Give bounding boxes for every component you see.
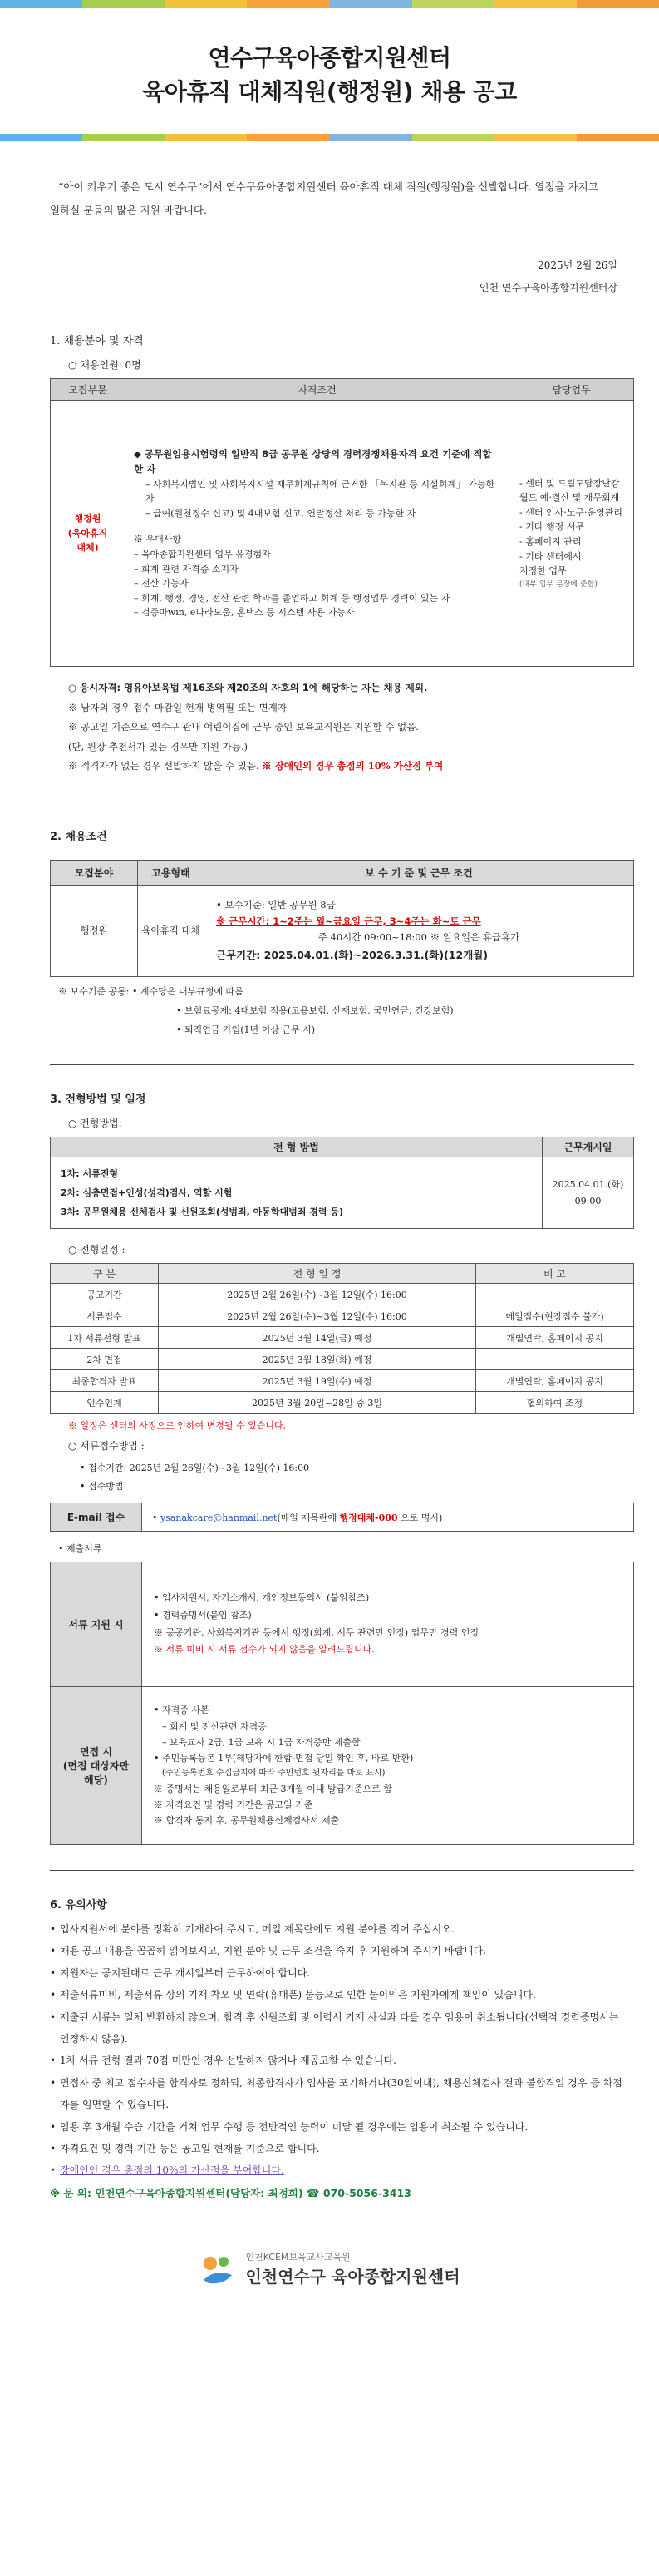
email-table (50, 1503, 634, 1532)
caution-item: • 제출된 서류는 일체 반환하지 않으며, 합격 후 신원조회 및 이력서 기재 사실과 다를 경우 임용이 취소됩니다(선택적 경력증명서는 인정하지 않음). (50, 2006, 626, 2050)
note-line: ※ 적격자가 없는 경우 선발하지 않을 수 있음. (68, 760, 259, 772)
schedule-table (50, 1263, 634, 1414)
extra-line: • 퇴직연금 가입(1년 이상 근무 시) (176, 1024, 316, 1035)
doc-item: • 주민등록등본 1부(해당자에 한함-면접 당일 확인 후, 바로 반환) (154, 1753, 414, 1764)
method-table (50, 1137, 634, 1229)
work-period-line: 근무기간: 2025.04.01.(화)~2026.3.31.(화)(12개월) (216, 948, 489, 961)
conditions-table (50, 860, 634, 977)
doc-item: • 자격증 사본 (154, 1705, 209, 1716)
field-cell: 행정원 (51, 885, 138, 976)
preference-item: – 전산 가능자 (134, 578, 189, 590)
duty-note: (내부 업무 분장에 준함) (519, 580, 598, 589)
note-line: (단, 원장 추천서가 있는 경우만 지원 가능.) (68, 740, 248, 753)
title-line-1: 연수구육아종합지원센터 (208, 44, 451, 72)
logo-mark-icon (199, 2250, 237, 2288)
apply-item: • 접수방법 (80, 1481, 124, 1493)
preference-item: – 회계, 행정, 경영, 전산 관련 학과를 졸업하고 회계 등 행정업무 경력이 있는 자 (134, 592, 450, 604)
docs-label: • 제출서류 (58, 1543, 102, 1555)
field-line: 행정원 (74, 513, 101, 525)
work-hours-line: ※ 근무시간: 1~2주는 월~금요일 근무, 3~4주는 화~토 근무 (216, 915, 481, 927)
table-header: 담당업무 (509, 378, 634, 400)
section-conditions (0, 827, 659, 1039)
caution-text: 지원자는 공지된대로 근무 개시일부터 근무하여야 합니다. (60, 1967, 311, 1979)
table-row (51, 1392, 634, 1414)
table-header: 보 수 기 준 및 근무 조건 (204, 860, 634, 885)
section-title: 2. 채용조건 (50, 830, 107, 843)
qualification-cell (125, 400, 509, 666)
caution-item: • 입사지원서에 분야를 정확히 기재하여 주시고, 메일 제목란에도 지원 분야를 적어 주십시오. (50, 1918, 626, 1940)
table-row (51, 1349, 634, 1370)
doc-item: • 입사지원서, 자기소개서, 개인정보동의서 (붙임참조) (154, 1591, 370, 1603)
doc-item: ※ 증명서는 채용일로부터 최근 3개월 이내 발급기준으로 함 (154, 1783, 392, 1794)
date-block (0, 221, 659, 299)
qualification-heading: ◆ 공무원임용시험령의 일반직 8급 공무원 상당의 경력경쟁채용자격 요건 기준에 적합한 자 (134, 447, 492, 476)
table-header: 자격조건 (125, 378, 509, 400)
conditions-extras (58, 982, 634, 1039)
conditions-cell (204, 885, 634, 976)
method-step: 2차: 심층면접+인성(성격)검사, 역할 시험 (61, 1187, 233, 1199)
divider (50, 1064, 634, 1065)
footer (0, 2250, 659, 2291)
table-header: 구 분 (51, 1264, 159, 1284)
field-cell (51, 400, 125, 666)
schedule-cell: 공고기간 (51, 1284, 159, 1305)
table-row (51, 1370, 634, 1392)
section-title: 3. 전형방법 및 일정 (50, 1093, 146, 1107)
email-cell: • ysanakcare@hanmail.net(메일 제목란에 행정대체-000 으로 명시) (142, 1503, 634, 1532)
recruit-count: ○ 채용인원: 0명 (68, 358, 141, 371)
section-selection (0, 1090, 659, 1845)
table-header: 전 형 방법 (51, 1137, 543, 1157)
doc-item: – 보육교사 2급, 1급 보유 시 1급 자격증만 제출함 (162, 1736, 361, 1748)
schedule-cell: 2차 면접 (51, 1349, 159, 1370)
doc-item: ※ 자격요건 및 경력 기간은 공고일 기준 (154, 1799, 313, 1811)
extra-line: • 보험료공제: 4대보험 적용(고용보험, 산재보험, 국민연금, 건강보험) (176, 1004, 454, 1016)
schedule-label: ○ 전형일정 : (68, 1244, 125, 1256)
condition-line: • 보수기준: 일반 공무원 8급 (216, 899, 336, 911)
section-recruit-field (0, 332, 659, 777)
schedule-cell: 2025년 2월 26일(수)~3월 12일(수) 16:00 (159, 1284, 476, 1305)
documents-table (50, 1562, 634, 1845)
section-cautions (0, 1896, 659, 1912)
methods-cell (51, 1157, 543, 1229)
schedule-cell (476, 1284, 634, 1305)
issuer: 인천 연수구육아종합지원센터장 (479, 281, 617, 294)
field-line: 대체) (76, 542, 99, 554)
email-note: (메일 제목란에 (277, 1512, 340, 1523)
table-header: 모집부문 (51, 378, 125, 400)
schedule-cell: 메일접수(현장접수 불가) (476, 1305, 634, 1327)
schedule-cell: 2025년 3월 20일~28일 중 3일 (159, 1392, 476, 1414)
preference-heading: ※ 우대사항 (134, 534, 182, 545)
top-color-band (0, 0, 659, 8)
doc-cell-application (142, 1562, 634, 1687)
title-block (0, 8, 659, 134)
table-header: 비 고 (476, 1264, 634, 1284)
schedule-cell: 서류접수 (51, 1305, 159, 1327)
section-title: 6. 유의사항 (50, 1899, 107, 1912)
email-subject-format: 행정대체-000 (339, 1512, 398, 1523)
table-header: 전 형 일 정 (159, 1264, 476, 1284)
schedule-cell (476, 1349, 634, 1370)
email-note: 으로 명시) (397, 1512, 443, 1523)
disability-bonus-note: ※ 장애인의 경우 총점의 10% 가산점 부여 (262, 760, 444, 772)
extra-line: ※ 보수기준 공통: • 계수당은 내부규정에 따름 (58, 985, 243, 997)
email-link[interactable]: ysanakcare@hanmail.net (160, 1512, 278, 1523)
duty-item: 지정한 업무 (519, 565, 567, 577)
schedule-cell: 최종합격자 발표 (51, 1370, 159, 1392)
preference-item: – 검증마win, e나라도움, 홈택스 등 시스템 사용 가능자 (134, 607, 355, 619)
preference-item: – 회계 관련 자격증 소지자 (134, 563, 239, 575)
start-time: 09:00 (574, 1195, 602, 1207)
doc-label-line: 해당) (84, 1774, 108, 1787)
duty-item: - 기타 행정 서무 (519, 521, 584, 533)
doc-label-line: 면접 시 (80, 1746, 112, 1759)
employment-cell: 육아휴직 대체 (138, 885, 204, 976)
doc-label-line: (면접 대상자만 (62, 1760, 130, 1773)
schedule-cell: 개별연락, 홈페이지 공지 (476, 1327, 634, 1349)
contact-line: ※ 문 의: 인천연수구육아종합지원센터(담당자: 최정희) ☎ 070-5056-3413 (50, 2186, 411, 2199)
note-line: ※ 남자의 경우 접수 마감일 현재 병역필 또는 면제자 (68, 701, 287, 713)
doc-item: • 경력증명서(붙임 참조) (154, 1609, 252, 1621)
table-header: 고용형태 (138, 860, 204, 885)
table-row (51, 1327, 634, 1349)
schedule-cell: 2025년 3월 19일(수) 예정 (159, 1370, 476, 1392)
condition-line: 주 40시간 09:00~18:00 ※ 일요일은 휴급휴가 (317, 931, 520, 944)
caution-list (0, 1918, 659, 2182)
apply-items (80, 1459, 634, 1496)
method-step: 3차: 공무원채용 신체검사 및 신원조회(성범죄, 아동학대범죄 경력 등) (61, 1207, 343, 1218)
table-row (51, 1284, 634, 1305)
doc-cell-interview (142, 1687, 634, 1845)
preference-item: – 육아종합지원센터 업무 유경험자 (134, 549, 271, 560)
title-color-band (0, 134, 659, 141)
start-date: 2025.04.01.(화) (552, 1178, 624, 1190)
intro-paragraph: “아이 키우기 좋은 도시 연수구”에서 연수구육아종합지원센터 육아휴직 대체 직원(행정원)을 선발합니다. 열정을 가지고 일하실 분들의 많은 지원 바랍니다. (50, 180, 598, 216)
doc-label-interview (51, 1687, 142, 1845)
schedule-cell: 1차 서류전형 발표 (51, 1327, 159, 1349)
schedule-note: ※ 일정은 센터의 사정으로 인하여 변경될 수 있습니다. (68, 1420, 287, 1432)
caution-item: • 채용 공고 내용을 꼼꼼히 읽어보시고, 지원 분야 및 근무 조건을 숙지 후 지원하여 주시기 바랍니다. (50, 1940, 626, 1962)
note-line: ※ 공고일 기준으로 연수구 관내 어린이집에 근무 중인 보육교직원은 지원할 수 없음. (68, 721, 419, 733)
duty-item: - 홈페이지 관리 (519, 536, 582, 548)
field-line: (육아휴직 (67, 527, 108, 539)
doc-item: ※ 합격자 통지 후, 공무원채용신체검사서 제출 (154, 1815, 340, 1827)
schedule-cell: 인수인계 (51, 1392, 159, 1414)
caution-item: • 장애인인 경우 총점의 10%의 가산점을 부여합니다. (50, 2159, 626, 2181)
caution-item: • 제출서류미비, 제출서류 상의 기재 착오 및 연락(휴대폰) 불능으로 인한 불이익은 지원자에게 책임이 있습니다. (50, 1984, 626, 2006)
qualification-item: – 급여(원천징수 신고) 및 4대보험 신고, 연말정산 처리 등 가능한 자 (145, 507, 416, 519)
eligibility-notes (68, 679, 634, 777)
section-title: 1. 채용분야 및 자격 (50, 334, 144, 348)
duty-item: - 센터 인사·노무·운영관리 (519, 506, 622, 518)
schedule-cell: 협의하여 조정 (476, 1392, 634, 1414)
qualification-table (50, 378, 634, 667)
doc-label-application: 서류 지원 시 (51, 1562, 142, 1687)
duty-item: - 센터 및 드림도담장난감월드 예·결산 및 재무회계 (519, 477, 620, 504)
center-logo (199, 2250, 460, 2288)
caution-item: • 임용 후 3개월 수습 기간을 거쳐 업무 수행 등 전반적인 능력이 미달 될 경우에는 임용이 취소될 수 있습니다. (50, 2116, 626, 2138)
apply-item: • 접수기간: 2025년 2월 26일(수)~3월 12일(수) 16:00 (80, 1463, 310, 1474)
table-header: 근무개시일 (543, 1137, 634, 1157)
method-label: ○ 전형방법: (68, 1118, 122, 1130)
email-label: E-mail 접수 (51, 1503, 142, 1532)
duty-item: - 기타 센터에서 (519, 550, 582, 562)
caution-item: • 자격요건 및 경력 기간 등은 공고일 현재를 기준으로 합니다. (50, 2138, 626, 2159)
doc-item: – 회계 및 전산관련 자격증 (162, 1720, 267, 1732)
note-line: ○ 응시자격: 영유아보육법 제16조와 제20조의 자호의 1에 해당하는 자는 채용 제외. (68, 681, 428, 693)
start-date-cell (543, 1157, 634, 1229)
announce-date: 2025년 2월 26일 (538, 259, 617, 272)
footer-sub: 인천KCEM보육교사교육원 (245, 2252, 351, 2263)
doc-warning: ※ 서류 미비 시 서류 접수가 되지 않음을 알려드립니다. (154, 1644, 375, 1656)
schedule-cell: 2025년 3월 14일(금) 예정 (159, 1327, 476, 1349)
caution-item (50, 1962, 626, 1984)
caution-item: • 1차 서류 전형 결과 70점 미만인 경우 선발하지 않거나 재공고할 수 있습니다. (50, 2050, 626, 2071)
schedule-cell: 2025년 2월 26일(수)~3월 12일(수) 16:00 (159, 1305, 476, 1327)
doc-item: ※ 공공기관, 사회복지기관 등에서 행정(회계, 서무 관련만 인정) 업무만 경력 인정 (154, 1626, 479, 1638)
duties-cell (509, 400, 634, 666)
caution-item: • 면접자 중 최고 점수자를 합격자로 정하되, 최종합격자가 입사를 포기하거나(30일이내), 채용신체검사 결과 불합격일 경우 등 차점자를 임면할 수 있습니다. (50, 2072, 626, 2116)
title-line-2: 육아휴직 대체직원(행정원) 채용 공고 (142, 77, 517, 106)
schedule-cell: 2025년 3월 18일(화) 예정 (159, 1349, 476, 1370)
method-step: 1차: 서류전형 (61, 1167, 119, 1179)
apply-label: ○ 서류접수방법 : (68, 1440, 145, 1453)
schedule-cell: 개별연락, 홈페이지 공지 (476, 1370, 634, 1392)
divider (50, 1870, 634, 1871)
doc-item: (주민등록번호 수집금지에 따라 주민번호 뒷자리를 마로 표시) (162, 1769, 386, 1779)
footer-name: 인천연수구 육아종합지원센터 (245, 2267, 460, 2287)
table-row (51, 1305, 634, 1327)
qualification-item: – 사회복지법인 및 사회복지시설 재무회계규칙에 근거한 「복지관 등 시설회계」 가능한 자 (145, 478, 495, 505)
table-header: 모집분야 (51, 860, 138, 885)
